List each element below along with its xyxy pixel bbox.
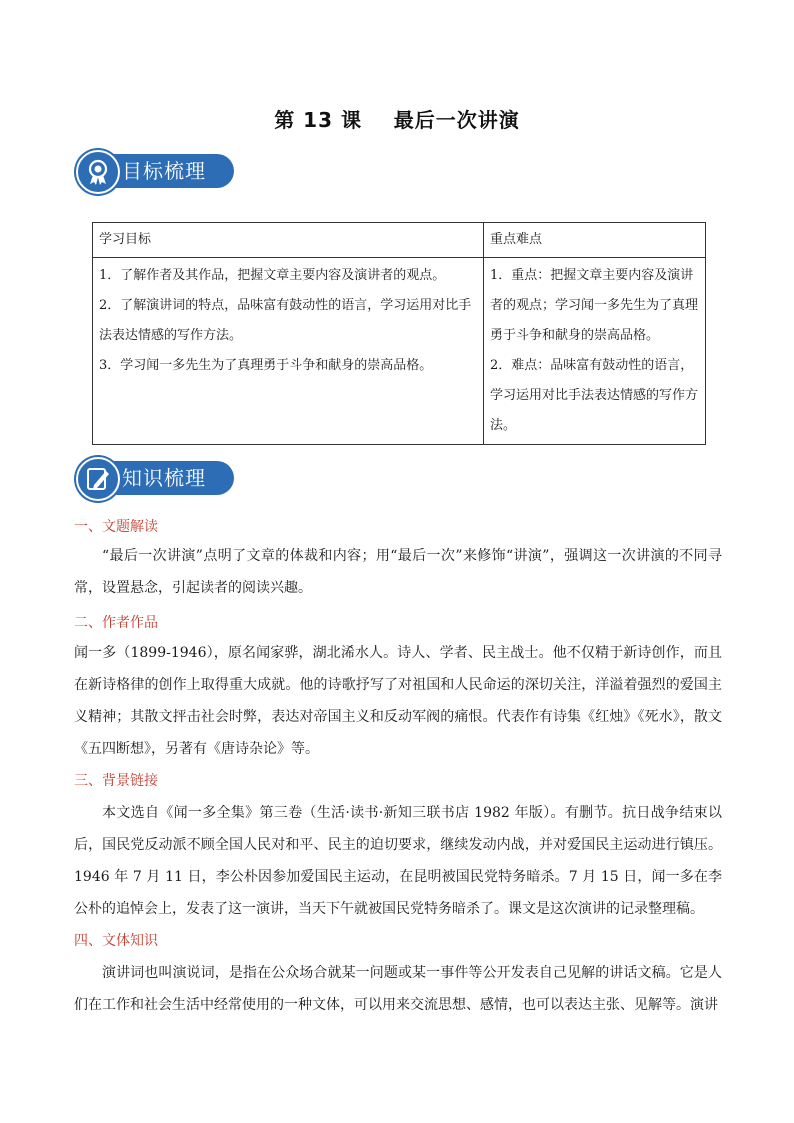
objectives-cell [93,258,484,445]
page-title: 第 13 课 最后一次讲演 [274,108,520,132]
table-header-key-points: 重点难点 [484,223,706,258]
section-heading-genre-knowledge: 四、文体知识 [74,933,158,949]
objective-item: 1．了解作者及其作品，把握文章主要内容及演讲者的观点。 [99,268,446,283]
section-body-title-interpretation: “最后一次讲演”点明了文章的体裁和内容；用“最后一次”来修饰“讲演”，强调这一次讲演的不同寻常，设置悬念，引起读者的阅读兴趣。 [74,548,722,596]
objective-item: 3．学习闻一多先生为了真理勇于斗争和献身的崇高品格。 [99,358,433,373]
table-row [93,258,706,445]
goals-table [92,222,706,445]
knowledge-banner-label: 知识梳理 [122,466,206,490]
key-point-item: 2．难点：品味富有鼓动性的语言，学习运用对比手法表达情感的写作方法。 [490,358,699,433]
goals-banner-label: 目标梳理 [122,159,206,183]
key-point-item: 1．重点：把握文章主要内容及演讲者的观点；学习闻一多先生为了真理勇于斗争和献身的崇高品格。 [490,268,699,343]
knowledge-banner [76,457,236,499]
section-body-genre-knowledge: 演讲词也叫演说词，是指在公众场合就某一问题或某一事件等公开发表自己见解的讲话文稿。它是人们在工作和社会生活中经常使用的一种文体，可以用来交流思想、感情，也可以表达主张、见解等。演讲 [74,965,722,1013]
section-body-author-works: 闻一多（1899-1946），原名闻家骅，湖北浠水人。诗人、学者、民主战士。他不仅精于新诗创作，而且在新诗格律的创作上取得重大成就。他的诗歌抒写了对祖国和人民命运的深切关注，洋溢着强烈的爱国主义精神；其散文抨击社会时弊，表达对帝国主义和反动军阀的痛恨。代表作有诗集《红烛》《死水》，散文《五四断想》，另著有《唐诗杂论》等。 [74,645,722,757]
table-header-objectives: 学习目标 [93,223,484,258]
section-heading-background: 三、背景链接 [74,773,158,789]
pencil-icon [76,457,120,501]
objective-item: 2．了解演讲词的特点，品味富有鼓动性的语言，学习运用对比手法表达情感的写作方法。 [99,298,472,343]
key-points-cell [484,258,706,445]
goals-banner [76,150,236,192]
award-icon [76,150,120,194]
section-heading-author-works: 二、作者作品 [74,615,158,631]
table-header-row [93,223,706,258]
section-heading-title-interpretation: 一、文题解读 [74,519,158,535]
section-body-background: 本文选自《闻一多全集》第三卷（生活·读书·新知三联书店 1982 年版）。有删节。抗日战争结束以后，国民党反动派不顾全国人民对和平、民主的迫切要求，继续发动内战，并对爱国民主运动进行镇压。1946 年 7 月 11 日，李公朴因参加爱国民主运动，在昆明被国民党特务暗杀。7 月 15 日，闻一多在李公朴的追悼会上，发表了这一演讲，当天下午就被国民党特务暗杀了。课文是这次演讲的记录整理稿。 [74,805,722,917]
